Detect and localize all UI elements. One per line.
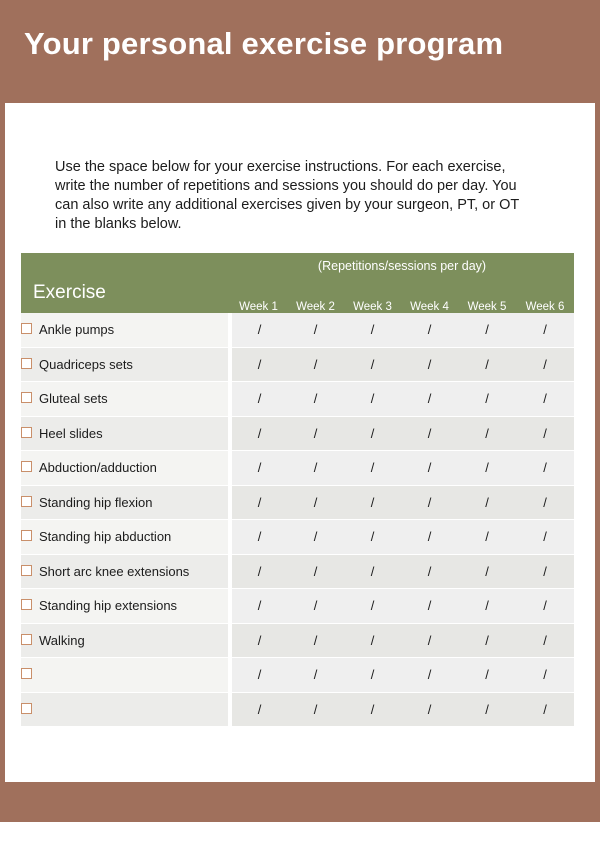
column-header-week-4: Week 4 xyxy=(401,301,458,313)
week-3-cell[interactable]: / xyxy=(344,520,401,555)
week-5-cell[interactable]: / xyxy=(458,416,516,451)
table-row xyxy=(21,347,574,382)
week-1-cell[interactable]: / xyxy=(230,658,287,693)
week-2-cell[interactable]: / xyxy=(287,347,344,382)
week-5-cell[interactable]: / xyxy=(458,347,516,382)
week-5-cell[interactable]: / xyxy=(458,623,516,658)
week-1-cell[interactable]: / xyxy=(230,520,287,555)
week-4-cell[interactable]: / xyxy=(401,382,458,417)
exercise-name-cell xyxy=(21,520,230,555)
checkbox-icon[interactable] xyxy=(21,634,32,645)
exercise-name-cell xyxy=(21,382,230,417)
week-5-cell[interactable]: / xyxy=(458,451,516,486)
exercise-label: Short arc knee extensions xyxy=(39,563,190,579)
week-2-cell[interactable]: / xyxy=(287,451,344,486)
column-header-week-2: Week 2 xyxy=(287,301,344,313)
table-row xyxy=(21,623,574,658)
exercise-name-cell xyxy=(21,692,230,727)
week-5-cell[interactable]: / xyxy=(458,313,516,347)
column-header-exercise: Exercise xyxy=(21,253,230,313)
week-2-cell[interactable]: / xyxy=(287,554,344,589)
week-4-cell[interactable]: / xyxy=(401,692,458,727)
week-1-cell[interactable]: / xyxy=(230,451,287,486)
table-row xyxy=(21,554,574,589)
week-6-cell[interactable]: / xyxy=(516,658,574,693)
header-band xyxy=(0,0,600,103)
week-2-cell[interactable]: / xyxy=(287,485,344,520)
table-body xyxy=(21,313,574,727)
exercise-table xyxy=(21,253,574,727)
week-2-cell[interactable]: / xyxy=(287,382,344,417)
week-5-cell[interactable]: / xyxy=(458,554,516,589)
exercise-name-cell xyxy=(21,416,230,451)
week-4-cell[interactable]: / xyxy=(401,313,458,347)
week-3-cell[interactable]: / xyxy=(344,416,401,451)
table-row xyxy=(21,520,574,555)
week-3-cell[interactable]: / xyxy=(344,692,401,727)
week-4-cell[interactable]: / xyxy=(401,520,458,555)
week-4-cell[interactable]: / xyxy=(401,554,458,589)
week-6-cell[interactable]: / xyxy=(516,589,574,624)
exercise-label: Walking xyxy=(39,632,85,648)
exercise-name-cell xyxy=(21,658,230,693)
column-header-week-1: Week 1 xyxy=(230,301,287,313)
table-row xyxy=(21,382,574,417)
week-3-cell[interactable]: / xyxy=(344,589,401,624)
week-3-cell[interactable]: / xyxy=(344,658,401,693)
checkbox-icon[interactable] xyxy=(21,668,32,679)
week-1-cell[interactable]: / xyxy=(230,347,287,382)
week-5-cell[interactable]: / xyxy=(458,382,516,417)
week-6-cell[interactable]: / xyxy=(516,485,574,520)
week-6-cell[interactable]: / xyxy=(516,692,574,727)
week-6-cell[interactable]: / xyxy=(516,347,574,382)
week-3-cell[interactable]: / xyxy=(344,451,401,486)
week-4-cell[interactable]: / xyxy=(401,347,458,382)
week-5-cell[interactable]: / xyxy=(458,485,516,520)
checkbox-icon[interactable] xyxy=(21,565,32,576)
exercise-label: Gluteal sets xyxy=(39,391,108,407)
week-3-cell[interactable]: / xyxy=(344,347,401,382)
table-head xyxy=(21,253,574,313)
week-4-cell[interactable]: / xyxy=(401,485,458,520)
week-3-cell[interactable]: / xyxy=(344,485,401,520)
week-4-cell[interactable]: / xyxy=(401,416,458,451)
table-row xyxy=(21,485,574,520)
table-row xyxy=(21,692,574,727)
week-4-cell[interactable]: / xyxy=(401,589,458,624)
week-5-cell[interactable]: / xyxy=(458,520,516,555)
week-4-cell[interactable]: / xyxy=(401,658,458,693)
column-header-week-6: Week 6 xyxy=(516,301,574,313)
week-5-cell[interactable]: / xyxy=(458,692,516,727)
table-row xyxy=(21,416,574,451)
table-head-row-main xyxy=(21,253,574,301)
checkbox-icon[interactable] xyxy=(21,358,32,369)
week-6-cell[interactable]: / xyxy=(516,623,574,658)
exercise-name-cell xyxy=(21,589,230,624)
week-5-cell[interactable]: / xyxy=(458,589,516,624)
checkbox-icon[interactable] xyxy=(21,530,32,541)
week-6-cell[interactable]: / xyxy=(516,382,574,417)
exercise-label: Abduction/adduction xyxy=(39,460,157,476)
checkbox-icon[interactable] xyxy=(21,496,32,507)
column-header-week-3: Week 3 xyxy=(344,301,401,313)
week-3-cell[interactable]: / xyxy=(344,382,401,417)
week-4-cell[interactable]: / xyxy=(401,451,458,486)
exercise-label: Quadriceps sets xyxy=(39,356,133,372)
week-1-cell[interactable]: / xyxy=(230,692,287,727)
exercise-label: Standing hip flexion xyxy=(39,494,153,510)
week-4-cell[interactable]: / xyxy=(401,623,458,658)
week-3-cell[interactable]: / xyxy=(344,554,401,589)
week-2-cell[interactable]: / xyxy=(287,658,344,693)
page-title: Your personal exercise program xyxy=(24,26,504,61)
exercise-label: Ankle pumps xyxy=(39,322,115,338)
week-6-cell[interactable]: / xyxy=(516,554,574,589)
week-6-cell[interactable]: / xyxy=(516,520,574,555)
exercise-table-wrapper xyxy=(21,253,574,727)
column-header-week-5: Week 5 xyxy=(458,301,516,313)
content-card xyxy=(5,103,595,782)
table-row xyxy=(21,451,574,486)
week-1-cell[interactable]: / xyxy=(230,313,287,347)
checkbox-icon[interactable] xyxy=(21,599,32,610)
exercise-name-cell xyxy=(21,347,230,382)
exercise-name-cell xyxy=(21,451,230,486)
table-row xyxy=(21,313,574,347)
exercise-name-cell xyxy=(21,313,230,347)
checkbox-icon[interactable] xyxy=(21,323,32,334)
week-2-cell[interactable]: / xyxy=(287,416,344,451)
column-header-group xyxy=(230,253,574,301)
week-1-cell[interactable]: / xyxy=(230,589,287,624)
checkbox-icon[interactable] xyxy=(21,461,32,472)
week-1-cell[interactable]: / xyxy=(230,554,287,589)
intro-paragraph: Use the space below for your exercise instructions. For each exercise, write the number of repetitions and sessions you should do per day. You can also write any additional exercises given by your surgeon, PT, or OT in the blanks below. xyxy=(55,159,519,232)
exercise-name-cell xyxy=(21,554,230,589)
week-6-cell[interactable]: / xyxy=(516,313,574,347)
exercise-name-cell xyxy=(21,485,230,520)
week-2-cell[interactable]: / xyxy=(287,623,344,658)
week-3-cell[interactable]: / xyxy=(344,623,401,658)
checkbox-icon[interactable] xyxy=(21,427,32,438)
week-1-cell[interactable]: / xyxy=(230,485,287,520)
column-header-group-label: (Repetitions/sessions per day) xyxy=(317,259,487,273)
week-6-cell[interactable]: / xyxy=(516,416,574,451)
exercise-name-cell xyxy=(21,623,230,658)
week-1-cell[interactable]: / xyxy=(230,382,287,417)
table-row xyxy=(21,589,574,624)
week-2-cell[interactable]: / xyxy=(287,520,344,555)
week-2-cell[interactable]: / xyxy=(287,313,344,347)
week-2-cell[interactable]: / xyxy=(287,692,344,727)
exercise-label: Standing hip abduction xyxy=(39,529,172,545)
week-6-cell[interactable]: / xyxy=(516,451,574,486)
checkbox-icon[interactable] xyxy=(21,703,32,714)
week-2-cell[interactable]: / xyxy=(287,589,344,624)
week-1-cell[interactable]: / xyxy=(230,623,287,658)
exercise-label: Standing hip extensions xyxy=(39,598,178,614)
week-1-cell[interactable]: / xyxy=(230,416,287,451)
checkbox-icon[interactable] xyxy=(21,392,32,403)
table-row xyxy=(21,658,574,693)
week-5-cell[interactable]: / xyxy=(458,658,516,693)
exercise-label: Heel slides xyxy=(39,425,103,441)
week-3-cell[interactable]: / xyxy=(344,313,401,347)
